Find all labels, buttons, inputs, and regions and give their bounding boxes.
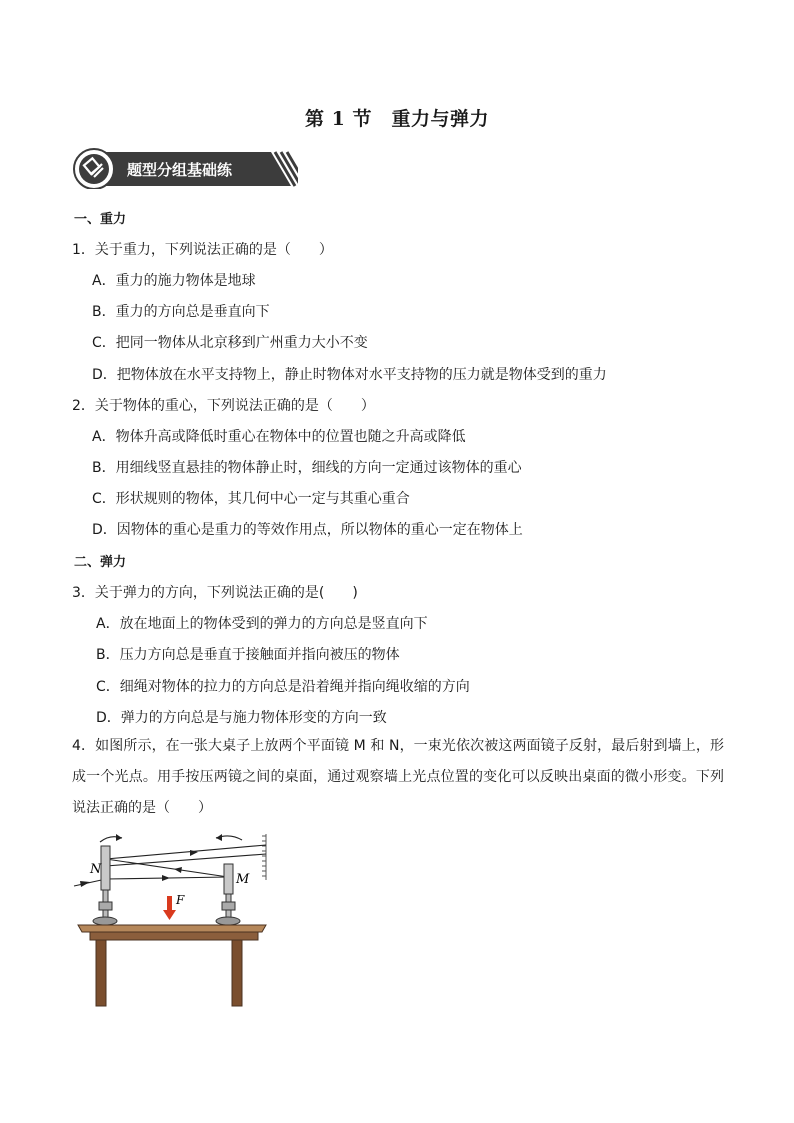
section-heading-gravity: 一、重力 xyxy=(74,212,127,227)
question-2-option-c: C．形状规则的物体，其几何中心一定与其重心重合 xyxy=(92,491,410,507)
question-4-stem: 4．如图所示，在一张大桌子上放两个平面镜 M 和 N，一束光依次被这两面镜子反射，最后射到墙上，形成一个光点。用手按压两镜之间的桌面，通过观察墙上光点位置的变化可以反映出桌面的微小形变。下列说法正确的是（ ） xyxy=(72,738,724,816)
question-2-option-b: B．用细线竖直悬挂的物体静止时，细线的方向一定通过该物体的重心 xyxy=(92,460,522,476)
banner-label: 题型分组基础练 xyxy=(127,161,233,179)
question-1-option-c: C．把同一物体从北京移到广州重力大小不变 xyxy=(92,335,368,351)
question-3-option-c: C．细绳对物体的拉力的方向总是沿着绳并指向绳收缩的方向 xyxy=(96,679,470,695)
wall-scale xyxy=(262,834,266,880)
question-1-option-d: D．把物体放在水平支持物上，静止时物体对水平支持物的压力就是物体受到的重力 xyxy=(92,367,607,383)
question-3-option-b: B．压力方向总是垂直于接触面并指向被压的物体 xyxy=(96,647,400,663)
question-1-option-a: A．重力的施力物体是地球 xyxy=(92,273,256,289)
question-1-option-b: B．重力的方向总是垂直向下 xyxy=(92,304,270,320)
question-1-stem: 1．关于重力，下列说法正确的是（ ） xyxy=(72,242,333,258)
question-2-stem: 2．关于物体的重心，下列说法正确的是（ ） xyxy=(72,398,375,414)
force-arrow xyxy=(163,896,176,920)
page-title: 第 1 节 重力与弹力 xyxy=(305,108,489,130)
label-n: N xyxy=(90,862,102,877)
question-2-option-a: A．物体升高或降低时重心在物体中的位置也随之升高或降低 xyxy=(92,429,466,445)
question-3-option-d: D．弹力的方向总是与施力物体形变的方向一致 xyxy=(96,710,387,726)
section-banner xyxy=(73,147,298,189)
mirror-table-figure xyxy=(70,828,282,1010)
question-2-option-d: D．因物体的重心是重力的等效作用点，所以物体的重心一定在物体上 xyxy=(92,522,523,538)
label-m: M xyxy=(236,872,250,887)
section-heading-elastic: 二、弹力 xyxy=(74,555,127,570)
table xyxy=(78,925,266,1006)
question-3-stem: 3．关于弹力的方向，下列说法正确的是( ) xyxy=(72,585,358,601)
label-f: F xyxy=(176,893,185,907)
question-3-option-a: A．放在地面上的物体受到的弹力的方向总是竖直向下 xyxy=(96,616,428,632)
